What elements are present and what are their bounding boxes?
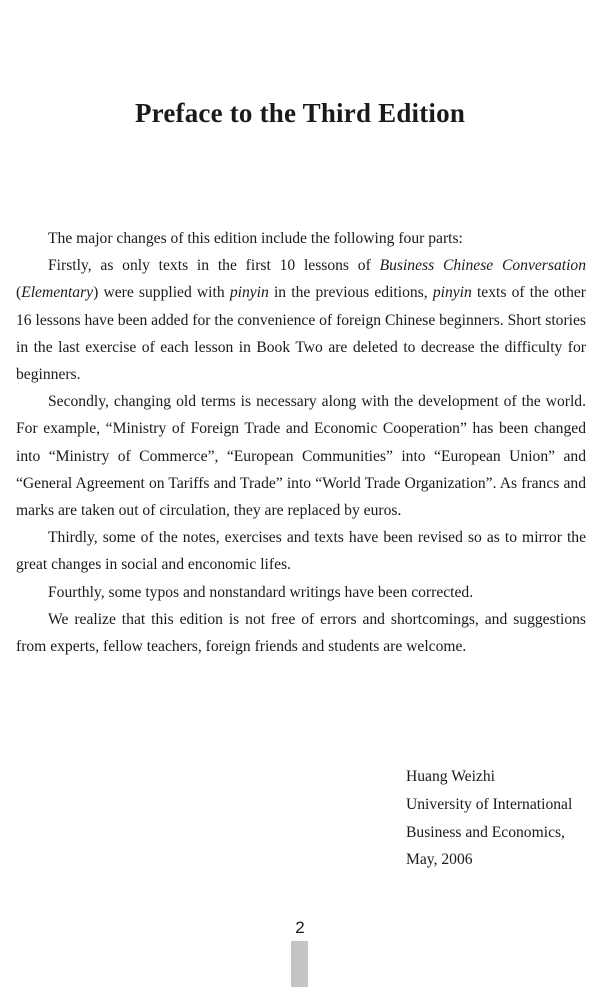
pinyin-term: pinyin bbox=[229, 284, 269, 302]
signature-date: May, 2006 bbox=[406, 851, 473, 869]
text-span: Firstly, as only texts in the first 10 lessons of bbox=[48, 257, 380, 275]
text-span: ( bbox=[16, 284, 22, 302]
book-title: Business Chinese Conversation bbox=[379, 257, 586, 275]
paragraph-thirdly: Thirdly, some of the notes, exercises and texts have been revised so as to mirror the great changes in social and enconomic lifes. bbox=[16, 529, 586, 574]
signature-block bbox=[406, 763, 572, 874]
intro-paragraph: The major changes of this edition include the following four parts: bbox=[48, 230, 463, 247]
text-span: texts of the other 16 lessons have been added for the convenience of foreign Chinese beginners. Short stories in the last exercise of each lesson in Book Two are deleted to decrease the difficulty for beginners. bbox=[16, 284, 586, 384]
paragraph-fourthly: Fourthly, some typos and nonstandard writings have been corrected. bbox=[48, 583, 474, 601]
author-affiliation-line1: University of International bbox=[406, 795, 573, 813]
page-title: Preface to the Third Edition bbox=[134, 98, 466, 128]
book-level: Elementary bbox=[21, 284, 94, 302]
preface-body bbox=[16, 225, 586, 660]
text-span: ) were supplied with bbox=[93, 284, 230, 302]
pinyin-term: pinyin bbox=[432, 284, 472, 302]
paragraph-firstly bbox=[16, 252, 586, 388]
author-name: Huang Weizhi bbox=[406, 768, 495, 785]
page-edge-tab bbox=[291, 941, 308, 987]
author-affiliation-line2: Business and Economics, bbox=[406, 823, 565, 841]
page-number: 2 bbox=[295, 918, 305, 937]
paragraph-closing: We realize that this edition is not free of errors and shortcomings, and suggestions from experts, fellow teachers, foreign friends and students are welcome. bbox=[16, 610, 586, 656]
paragraph-secondly: Secondly, changing old terms is necessary along with the development of the world. For example, “Ministry of Foreign Trade and Economic Cooperation” has been changed into “Ministry of Commerce”, “European Communities” into “European Union” and “General Agreement on Tariffs and Trade” into “World Trade Organization”. As francs and marks are taken out of circulation, they are replaced by euros. bbox=[16, 393, 586, 520]
text-span: in the previous editions, bbox=[268, 284, 433, 302]
